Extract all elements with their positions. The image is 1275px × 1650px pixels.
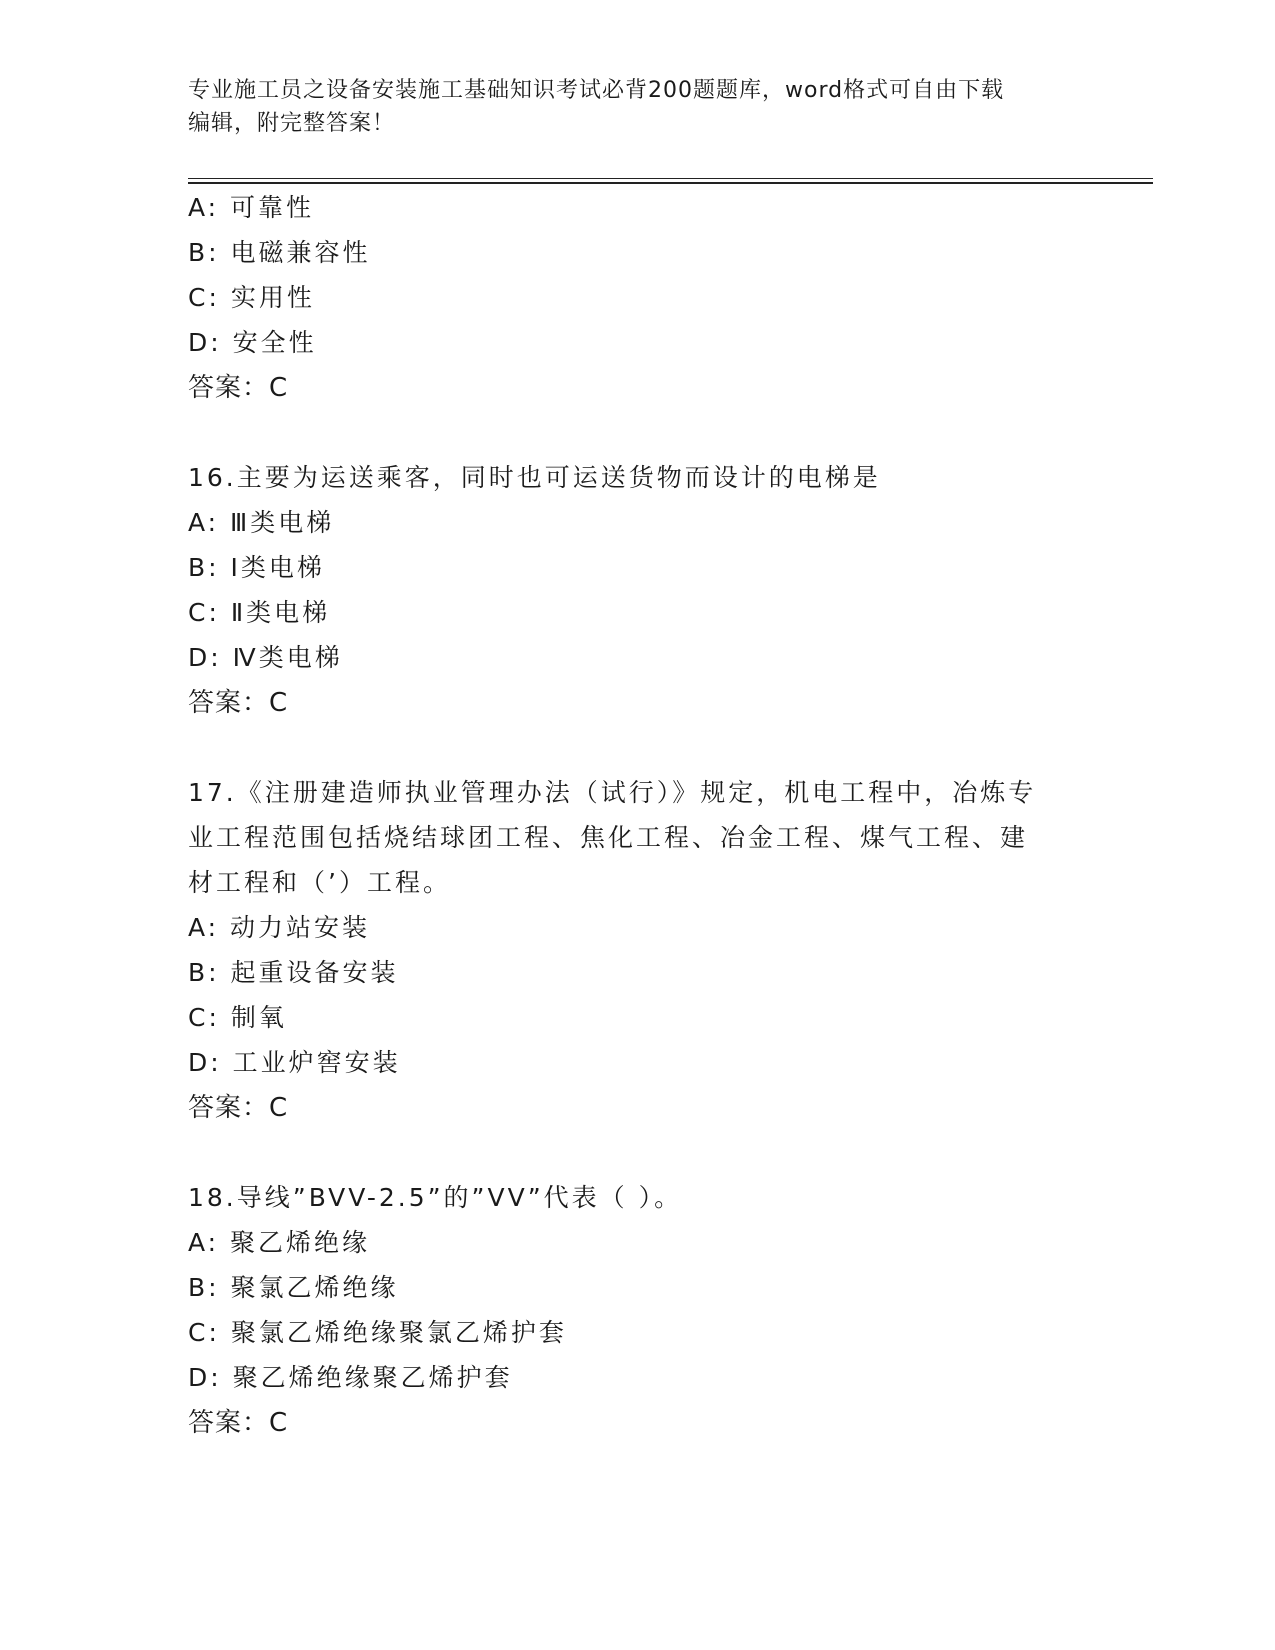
- q15-answer: 答案：C: [188, 373, 289, 403]
- q16-question: 16.主要为运送乘客，同时也可运送货物而设计的电梯是: [188, 463, 881, 492]
- q15-option-d: D: 安全性: [188, 328, 317, 357]
- q18-question: 18.导线”BVV-2.5”的”VV”代表（ ）。: [188, 1183, 683, 1212]
- q17-question-line-1: 17.《注册建造师执业管理办法（试行）》规定，机电工程中，冶炼专: [188, 778, 1037, 807]
- q16-option-d: D: Ⅳ类电梯: [188, 643, 343, 672]
- q17-answer: 答案：C: [188, 1093, 289, 1123]
- q17-question-line-2: 业工程范围包括烧结球团工程、焦化工程、冶金工程、煤气工程、建: [188, 823, 1029, 852]
- q18-option-a: A: 聚乙烯绝缘: [188, 1228, 371, 1257]
- q17-option-a: A: 动力站安装: [188, 913, 371, 942]
- header-divider-thin: [188, 178, 1153, 179]
- document-header: [188, 74, 1068, 140]
- q15-option-c: C: 实用性: [188, 283, 315, 312]
- q15-option-a: A: 可靠性: [188, 193, 315, 222]
- q18-answer: 答案：C: [188, 1408, 289, 1438]
- q18-option-c: C: 聚氯乙烯绝缘聚氯乙烯护套: [188, 1318, 567, 1347]
- q16-option-b: B: Ⅰ类电梯: [188, 553, 325, 582]
- header-title-line-2: 编辑，附完整答案！: [188, 111, 396, 136]
- q17-option-c: C: 制氧: [188, 1003, 287, 1032]
- q18-option-d: D: 聚乙烯绝缘聚乙烯护套: [188, 1363, 513, 1392]
- header-title-line-1: 专业施工员之设备安装施工基础知识考试必背200题题库，word格式可自由下载: [188, 78, 1005, 103]
- header-divider-thick: [188, 182, 1153, 184]
- q17-option-d: D: 工业炉窖安装: [188, 1048, 401, 1077]
- q16-option-a: A: Ⅲ类电梯: [188, 508, 335, 537]
- q17-option-b: B: 起重设备安装: [188, 958, 399, 987]
- q16-option-c: C: Ⅱ类电梯: [188, 598, 331, 627]
- q16-answer: 答案：C: [188, 688, 289, 718]
- q15-option-b: B: 电磁兼容性: [188, 238, 371, 267]
- q18-option-b: B: 聚氯乙烯绝缘: [188, 1273, 399, 1302]
- q17-question-line-3: 材工程和（’）工程。: [188, 868, 451, 897]
